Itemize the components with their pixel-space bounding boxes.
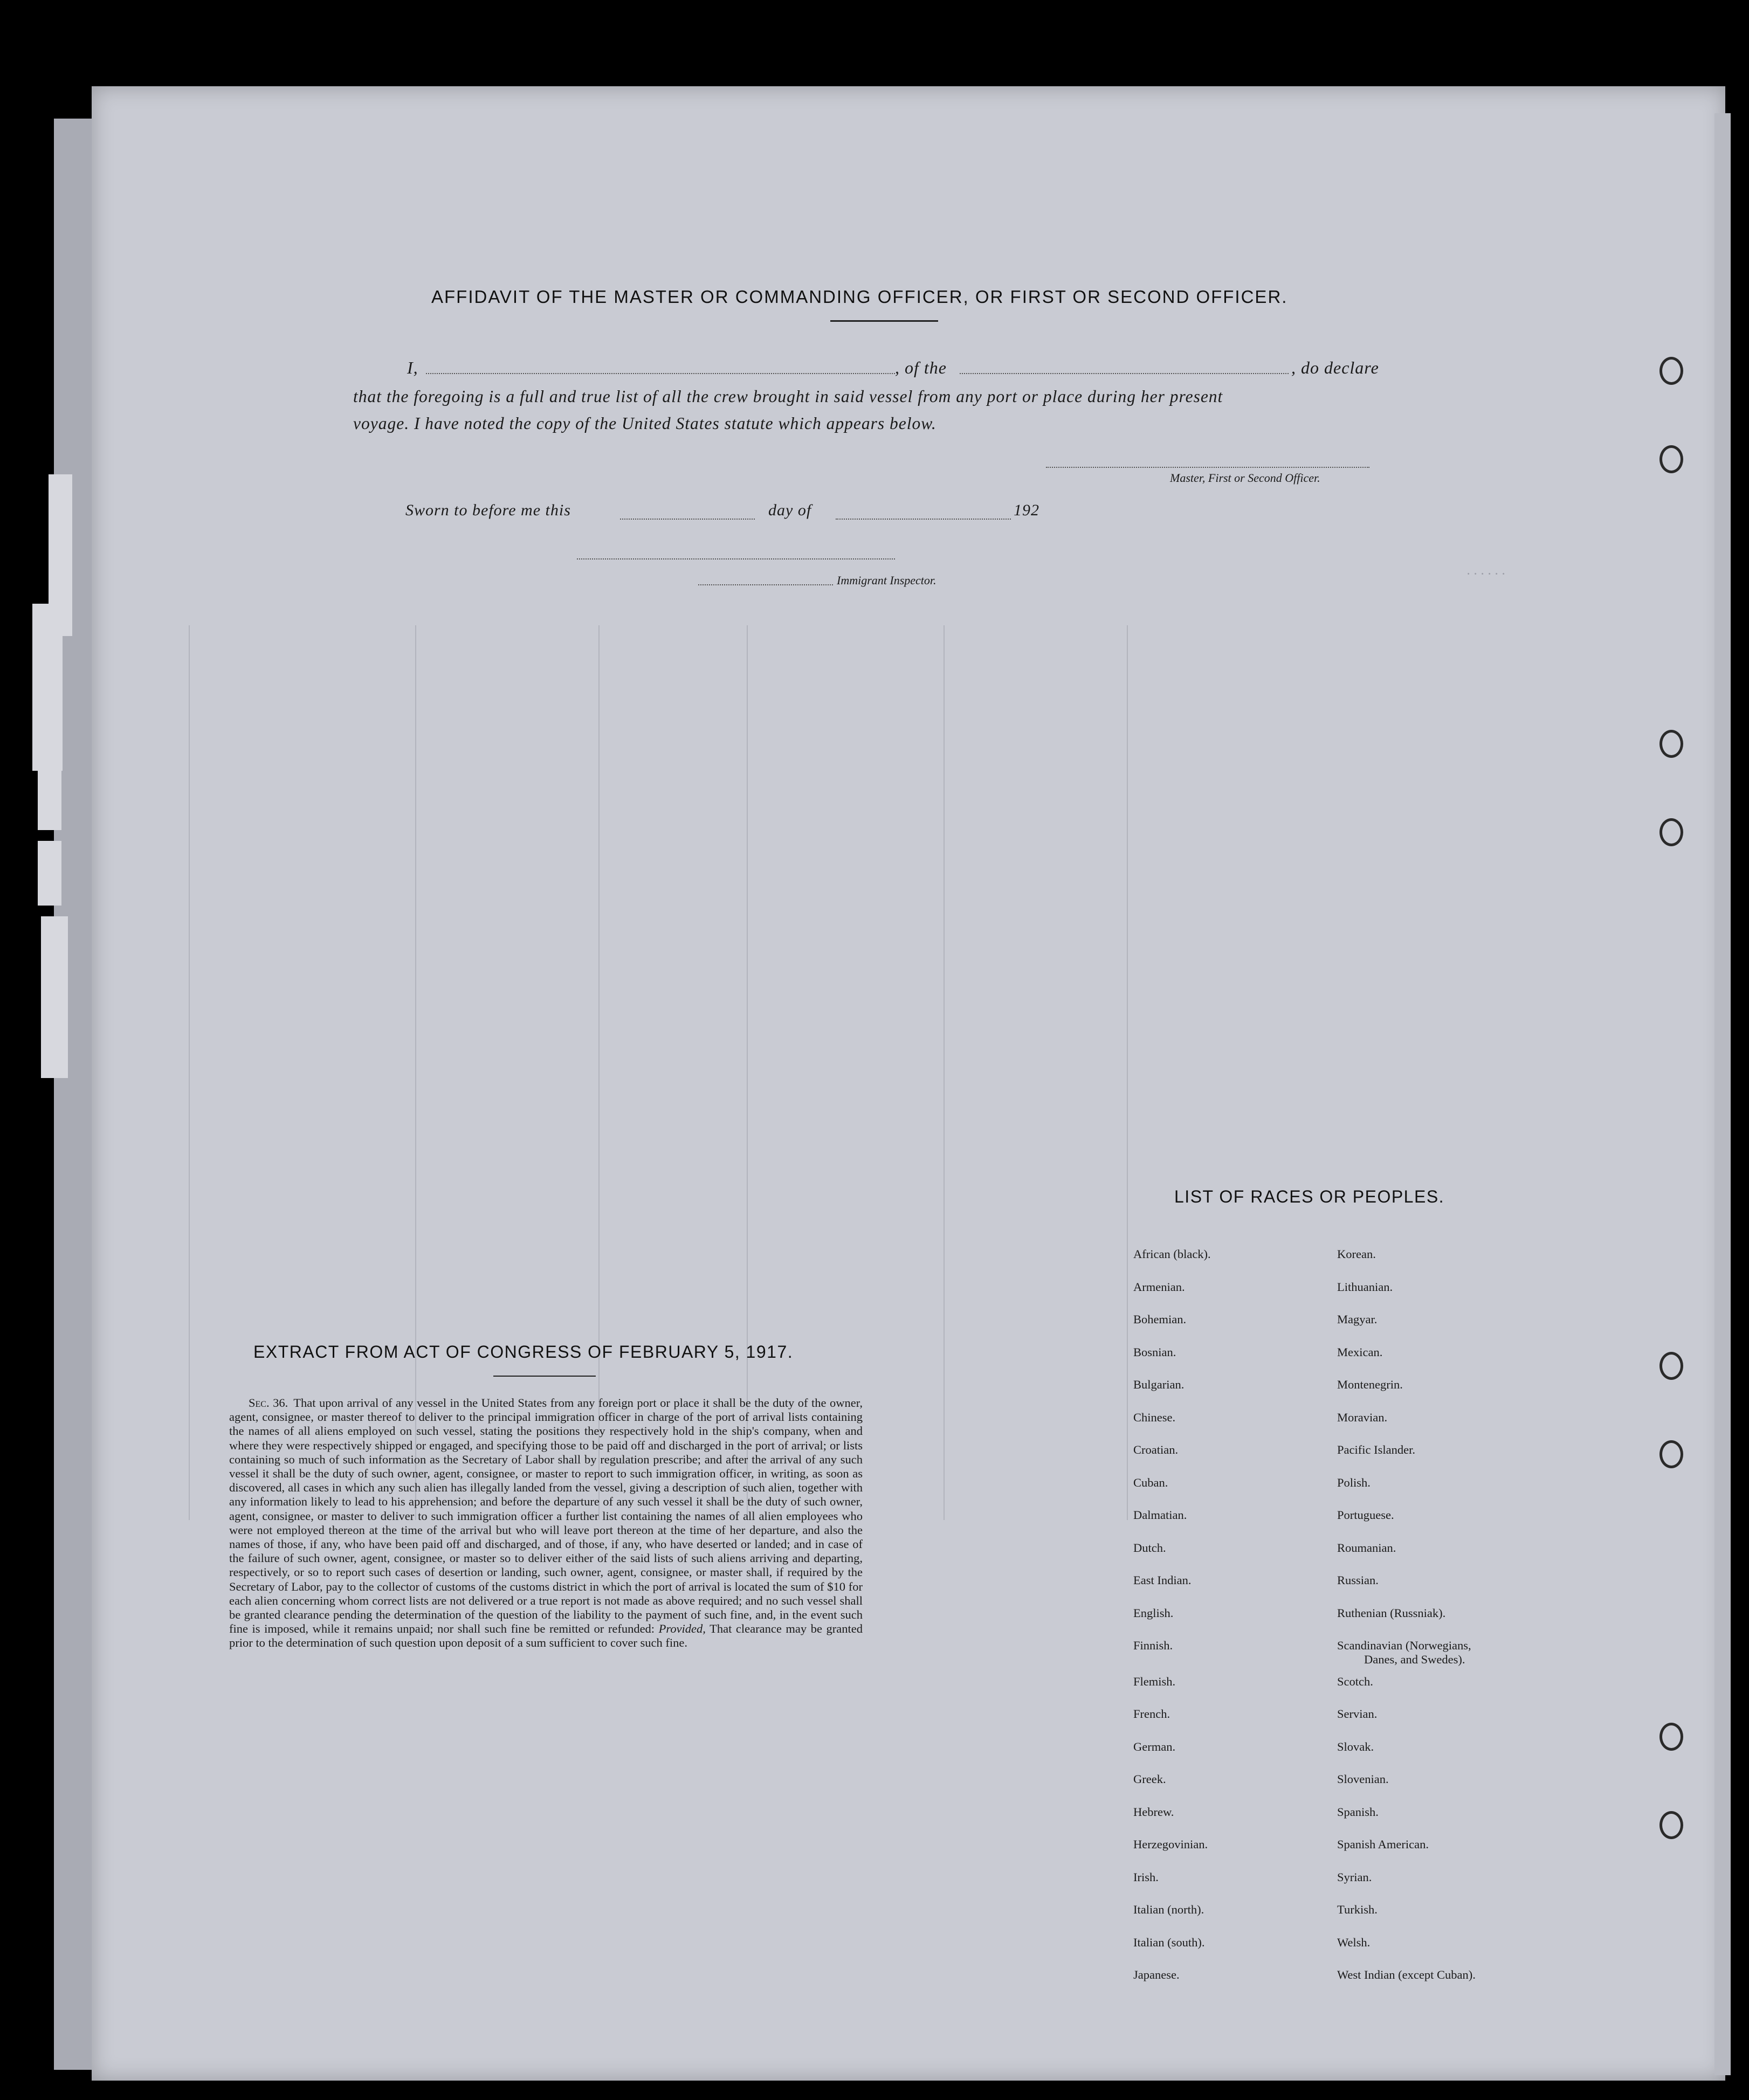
race-item-right: Polish. (1337, 1475, 1371, 1489)
extract-body (229, 1396, 863, 1650)
section-label: Sec. 36. (249, 1396, 288, 1410)
extract-title-rule (493, 1376, 596, 1377)
race-item-right: Slovak. (1337, 1739, 1374, 1753)
vessel-name-line[interactable] (960, 373, 1289, 374)
document-page (92, 86, 1725, 2081)
punch-hole (1660, 1440, 1683, 1468)
torn-edge (38, 771, 61, 830)
provided-label: Provided, (658, 1622, 706, 1636)
provided-text: That clearance may be granted prior to the determination of such question upon deposit of a sum sufficient to cover such fine. (229, 1622, 863, 1650)
race-item-left: Croatian. (1133, 1443, 1179, 1456)
punch-hole (1660, 1723, 1683, 1751)
punch-hole (1660, 818, 1683, 846)
race-item-left: French. (1133, 1707, 1170, 1721)
race-item-left: Herzegovinian. (1133, 1838, 1208, 1851)
race-item-left: African (black). (1133, 1247, 1211, 1261)
race-item-right: West Indian (except Cuban). (1337, 1968, 1476, 1981)
faint-column-line (415, 625, 416, 1520)
race-item-left: Bulgarian. (1133, 1378, 1185, 1391)
declarant-label: I, (407, 358, 418, 377)
race-item-right: Magyar. (1337, 1312, 1378, 1326)
race-item-left: Cuban. (1133, 1475, 1168, 1489)
race-item-right: Portuguese. (1337, 1508, 1394, 1522)
affidavit-title: AFFIDAVIT OF THE MASTER OR COMMANDING OFFICER, OR FIRST OR SECOND OFFICER. (431, 287, 1288, 307)
declare-label: , do declare (1291, 358, 1379, 377)
race-item-right: Lithuanian. (1337, 1280, 1393, 1294)
faint-column-line (1127, 625, 1128, 1520)
master-label: Master, First or Second Officer. (1170, 471, 1320, 485)
punch-hole (1660, 357, 1683, 385)
faint-column-line (598, 625, 600, 1520)
race-right-continuation: Danes, and Swedes). (1364, 1653, 1465, 1666)
race-item-left: English. (1133, 1606, 1174, 1620)
declaration-line-3: voyage. I have noted the copy of the United States statute which appears below. (353, 414, 937, 433)
race-item-right: Pacific Islander. (1337, 1443, 1415, 1456)
master-signature-line[interactable] (1046, 467, 1369, 468)
race-item-right: Moravian. (1337, 1410, 1388, 1424)
race-item-right: Syrian. (1337, 1870, 1372, 1884)
race-item-left: Dutch. (1133, 1541, 1166, 1555)
race-item-right: Scandinavian (Norwegians, (1337, 1639, 1471, 1652)
race-item-left: Flemish. (1133, 1674, 1176, 1688)
race-item-right: Spanish American. (1337, 1838, 1429, 1851)
show-through-handwriting: · · · · · · (1466, 566, 1505, 582)
race-item-left: Dalmatian. (1133, 1508, 1187, 1522)
torn-edge (41, 916, 68, 1078)
page-edge-left (54, 119, 97, 2070)
race-item-left: Italian (south). (1133, 1935, 1205, 1949)
day-of-label: day of (768, 501, 812, 519)
race-item-left: Armenian. (1133, 1280, 1185, 1294)
race-item-left: Chinese. (1133, 1410, 1176, 1424)
race-item-left: Greek. (1133, 1772, 1166, 1786)
sworn-month-line[interactable] (836, 519, 1011, 520)
race-item-left: Irish. (1133, 1870, 1159, 1884)
year-label: 192 (1014, 501, 1039, 519)
race-item-left: Finnish. (1133, 1639, 1173, 1652)
extract-title: EXTRACT FROM ACT OF CONGRESS OF FEBRUARY 5, 1917. (253, 1342, 794, 1362)
race-item-right: Ruthenian (Russniak). (1337, 1606, 1446, 1620)
race-item-left: Bosnian. (1133, 1345, 1176, 1359)
section-36-text: That upon arrival of any vessel in the United States from any foreign port or place it shall be the duty of the owner, agent, consignee, or master thereof to deliver to the principal immigration officer in charge of the port of arrival lists containing the names of all aliens employed on such vessel, stating the positions they respectively hold in the ship's company, when and where they were respectively shipped or engaged, and specifying those to be paid off and discharged in the port of arrival; or lists containing so much of such information as the Secretary of Labor shall by regulation prescribe; and after the arrival of any such vessel it shall be the duty of such owner, agent, consignee, or master to report to such immigration officer, in writing, as soon as discovered, all cases in which any such alien has illegally landed from the vessel, giving a description of such alien, together with any information likely to lead to his apprehension; and before the departure of any such vessel it shall be the duty of such owner, agent, consignee, or master to deliver to such immigration officer a further list containing the names of all alien employees who were not employed thereon at the time of the arrival but who will leave port thereon at the time of her departure, and also the names of those, if any, who have been paid off and discharged, and of those, if any, who have deserted or landed; and in case of the failure of such owner, agent, consignee, or master so to deliver either of the said lists of such aliens arriving and departing, respectively, or so to report such cases of desertion or landing, such owner, agent, consignee, or master shall, if required by the Secretary of Labor, pay to the collector of customs of the customs district in which the port of arrival is located the sum of $10 for each alien concerning whom correct lists are not delivered or a true report is not made as above required; and no such vessel shall be granted clearance pending the determination of the question of the liability to the payment of such fine, and, in the event such fine is imposed, while it remains unpaid; nor shall such fine be remitted or refunded: (229, 1396, 863, 1636)
race-item-left: German. (1133, 1739, 1176, 1753)
race-item-right: Roumanian. (1337, 1541, 1396, 1555)
race-item-right: Montenegrin. (1337, 1378, 1403, 1391)
race-item-left: Bohemian. (1133, 1312, 1187, 1326)
faint-column-line (189, 625, 190, 1520)
faint-column-line (747, 625, 748, 1520)
race-item-right: Spanish. (1337, 1805, 1379, 1819)
race-item-right: Servian. (1337, 1707, 1378, 1721)
sworn-label: Sworn to before me this (405, 501, 571, 519)
page-edge-right (1714, 113, 1731, 2075)
race-item-right: Russian. (1337, 1573, 1379, 1587)
punch-hole (1660, 730, 1683, 758)
race-item-left: East Indian. (1133, 1573, 1192, 1587)
punch-hole (1660, 1811, 1683, 1839)
declarant-name-line[interactable] (426, 373, 895, 374)
inspector-signature-line-1[interactable] (577, 558, 895, 559)
race-item-right: Welsh. (1337, 1935, 1371, 1949)
race-item-left: Japanese. (1133, 1968, 1180, 1981)
affidavit-title-rule (830, 320, 938, 322)
race-item-right: Turkish. (1337, 1903, 1378, 1916)
faint-column-line (944, 625, 945, 1520)
race-item-right: Mexican. (1337, 1345, 1383, 1359)
inspector-signature-line-2[interactable] (698, 584, 833, 585)
inspector-label: Immigrant Inspector. (837, 574, 937, 587)
torn-edge (32, 604, 63, 771)
declaration-line-2: that the foregoing is a full and true list of all the crew brought in said vessel from any port or place during her present (353, 387, 1223, 406)
race-item-right: Scotch. (1337, 1674, 1373, 1688)
races-title: LIST OF RACES OR PEOPLES. (1174, 1187, 1445, 1206)
race-item-right: Korean. (1337, 1247, 1376, 1261)
race-item-right: Slovenian. (1337, 1772, 1389, 1786)
sworn-day-line[interactable] (620, 519, 755, 520)
of-the-label: , of the (895, 358, 947, 377)
punch-hole (1660, 445, 1683, 473)
torn-edge (38, 841, 61, 906)
race-item-left: Italian (north). (1133, 1903, 1204, 1916)
punch-hole (1660, 1352, 1683, 1380)
race-item-left: Hebrew. (1133, 1805, 1174, 1819)
